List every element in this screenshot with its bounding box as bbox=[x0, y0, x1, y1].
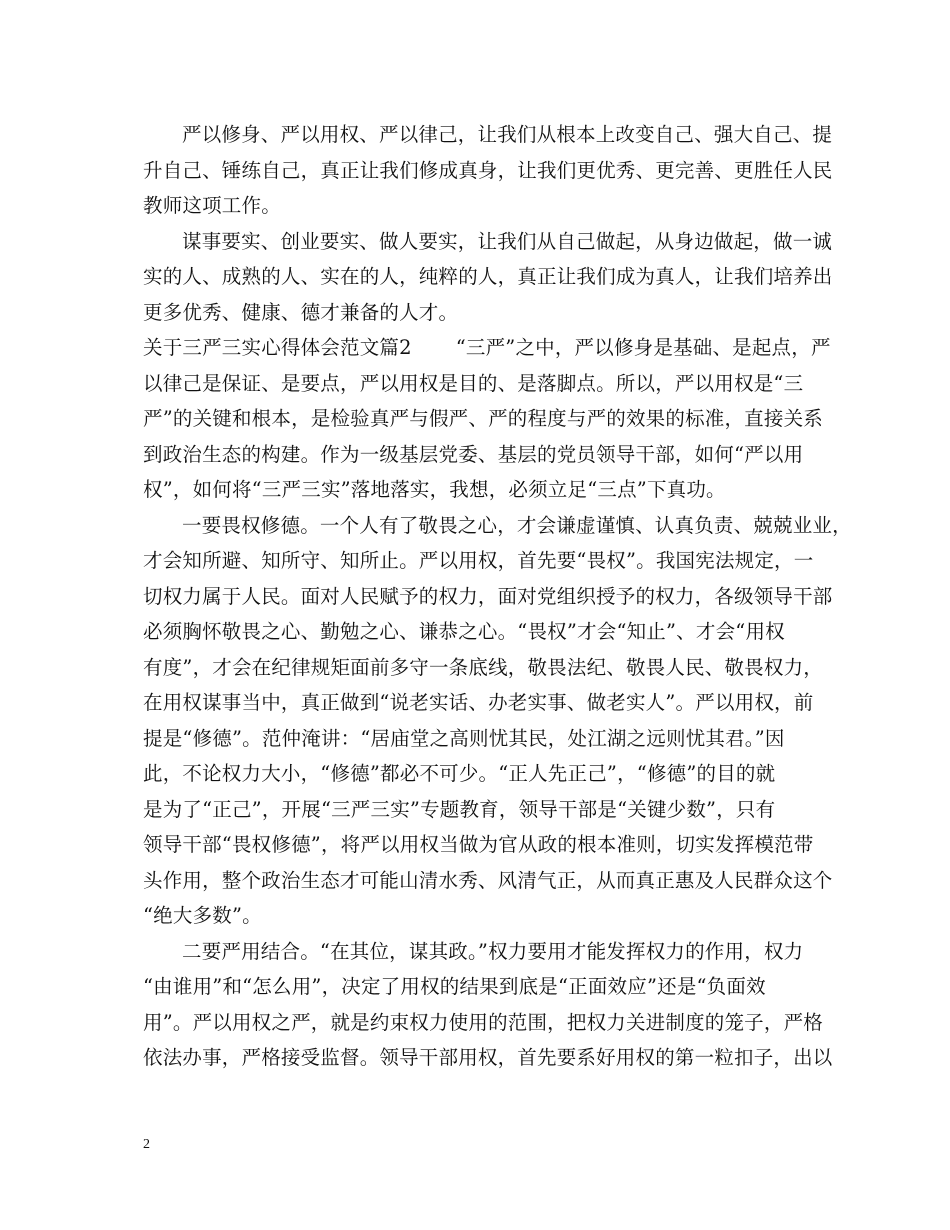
document-body bbox=[143, 117, 852, 1076]
paragraph-line: 提是“修德”。范仲淹讲：“居庙堂之高则忧其民，处江湖之远则忧其君。”因 bbox=[143, 726, 785, 750]
paragraph-line: 实的人、成熟的人、实在的人，纯粹的人，真正让我们成为真人，让我们培养出 bbox=[143, 265, 833, 288]
paragraph-line: 切权力属于人民。面对人民赋予的权力，面对党组织授予的权力，各级领导干部 bbox=[143, 584, 833, 608]
paragraph-line: 必须胸怀敬畏之心、勤勉之心、谦恭之心。“畏权”才会“知止”、才会“用权 bbox=[143, 620, 785, 643]
section-heading: 关于三严三实心得体会范文篇2 bbox=[143, 336, 412, 359]
paragraph-line: 升自己、锤练自己，真正让我们修成真身，让我们更优秀、更完善、更胜任人民 bbox=[143, 158, 833, 182]
paragraph-line: 有度”，才会在纪律规矩面前多守一条底线，敬畏法纪、敬畏人民、敬畏权力， bbox=[143, 655, 823, 679]
paragraph-line: 谋事要实、创业要实、做人要实，让我们从自己做起，从身边做起，做一诚 bbox=[182, 229, 833, 253]
paragraph-line: 严”的关键和根本，是检验真严与假严、严的程度与严的效果的标准，直接关系 bbox=[143, 407, 823, 430]
paragraph-line: 严以修身、严以用权、严以律己，让我们从根本上改变自己、强大自己、提 bbox=[182, 123, 833, 146]
paragraph-line: 以律己是保证、是要点，严以用权是目的、是落脚点。所以，严以用权是“三 bbox=[143, 371, 804, 395]
paragraph-line: 一要畏权修德。一个人有了敬畏之心，才会谦虚谨慎、认真负责、兢兢业业， bbox=[182, 513, 852, 537]
paragraph-line: 依法办事，严格接受监督。领导干部用权，首先要系好用权的第一粒扣子，出以 bbox=[143, 1046, 833, 1069]
paragraph-text: “三严”之中，严以修身是基础、是起点，严 bbox=[455, 336, 831, 359]
paragraph-line: 用”。严以用权之严，就是约束权力使用的范围，把权力关进制度的笼子，严格 bbox=[143, 1010, 823, 1034]
paragraph-line: 权”，如何将“三严三实”落地落实，我想，必须立足“三点”下真功。 bbox=[143, 478, 726, 501]
paragraph-line: 领导干部“畏权修德”，将严以用权当做为官从政的根本准则，切实发挥模范带 bbox=[143, 833, 814, 856]
paragraph-line: 才会知所避、知所守、知所止。严以用权，首先要“畏权”。我国宪法规定，一 bbox=[143, 549, 814, 572]
paragraph-line: 到政治生态的构建。作为一级基层党委、基层的党员领导干部，如何“严以用 bbox=[143, 442, 804, 466]
paragraph-line: 教师这项工作。 bbox=[143, 194, 281, 217]
paragraph-line: 是为了“正己”，开展“三严三实”专题教育，领导干部是“关键少数”，只有 bbox=[143, 797, 776, 821]
paragraph-line: “绝大多数”。 bbox=[143, 904, 262, 927]
paragraph-line: 更多优秀、健康、德才兼备的人才。 bbox=[143, 300, 459, 324]
paragraph-line: 二要严用结合。“在其位，谋其政。”权力要用才能发挥权力的作用，权力 bbox=[182, 939, 804, 963]
paragraph-line: “由谁用”和“怎么用”，决定了用权的结果到底是“正面效应”还是“负面效 bbox=[143, 975, 766, 998]
paragraph-line: 此，不论权力大小，“修德”都必不可少。“正人先正己”，“修德”的目的就 bbox=[143, 762, 776, 785]
paragraph-line: 头作用，整个政治生态才可能山清水秀、风清气正，从而真正惠及人民群众这个 bbox=[143, 868, 833, 892]
heading-line bbox=[143, 330, 831, 366]
paragraph-line: 在用权谋事当中，真正做到“说老实话、办老实事、做老实人”。严以用权，前 bbox=[143, 691, 814, 714]
page-number: 2 bbox=[143, 1137, 150, 1152]
